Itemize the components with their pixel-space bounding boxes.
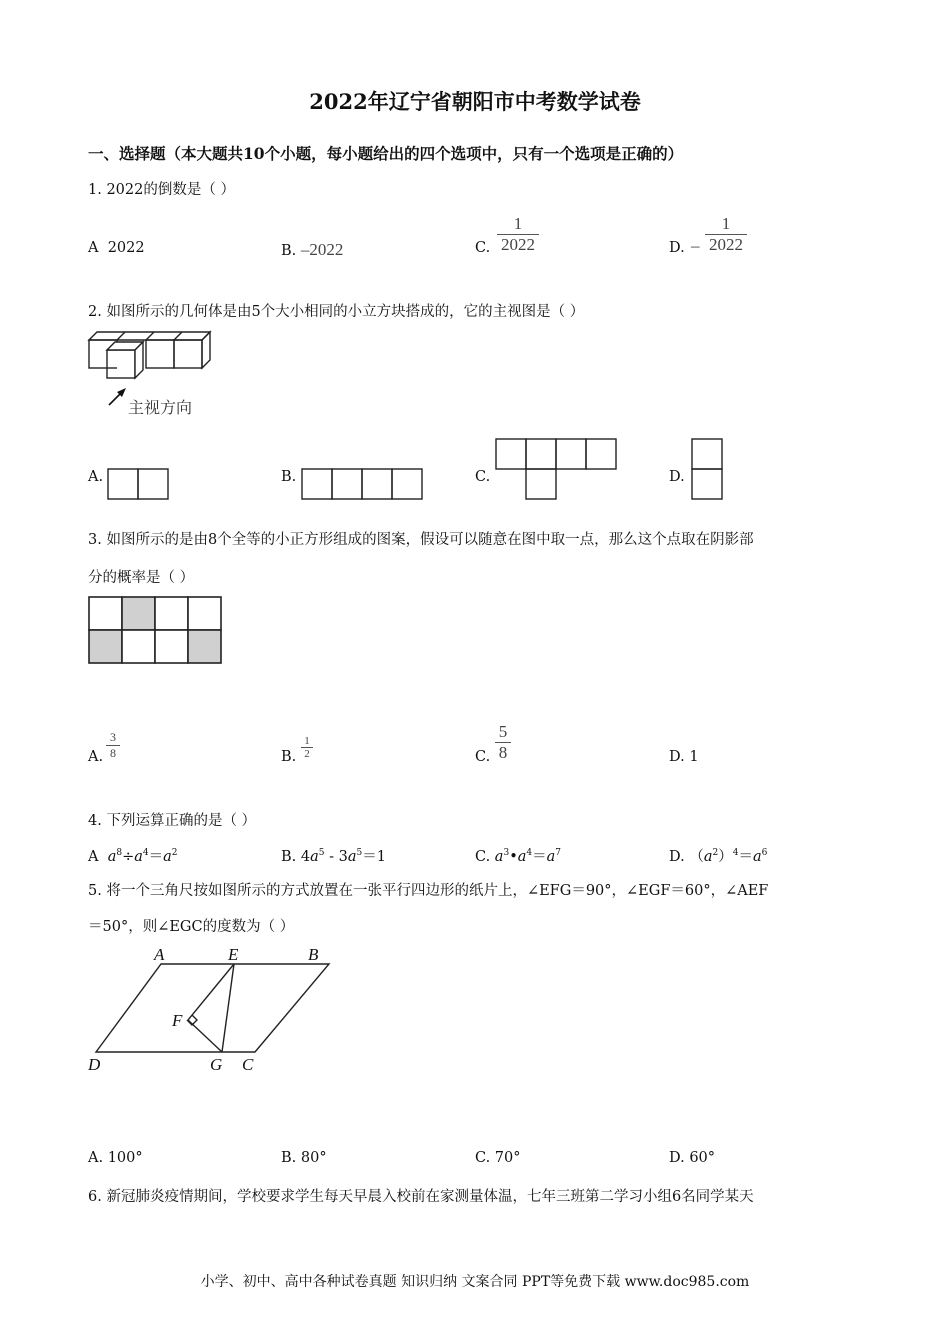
- view-direction-arrow: [109, 388, 126, 405]
- q5-option-d: D. 60°: [669, 1150, 716, 1166]
- q1-d-denominator: 2022: [705, 234, 747, 255]
- q1-c-numerator: 1: [513, 214, 523, 233]
- q1-c-denominator: 2022: [497, 234, 539, 255]
- q5-option-b: B. 80°: [281, 1150, 327, 1166]
- q1-option-d-label: D.: [669, 240, 685, 256]
- q5-parallelogram-figure: [84, 944, 344, 1076]
- q5-option-a: A. 100°: [88, 1150, 143, 1166]
- q1-option-c-fraction: [497, 214, 539, 255]
- q4-option-a-label: A: [88, 849, 99, 865]
- q3-option-b-fraction: [301, 735, 313, 760]
- label-G: G: [210, 1055, 223, 1074]
- q2-option-a-figure: [107, 468, 171, 502]
- q3-c-numerator: 5: [498, 722, 508, 741]
- q1-option-b-value: –2022: [300, 240, 344, 259]
- label-D: D: [88, 1055, 101, 1074]
- label-A: A: [154, 945, 165, 964]
- q1-option-a: [88, 240, 145, 256]
- q3-option-c-fraction: [495, 722, 511, 763]
- question-3-stem-line2: 分的概率是（ ）: [88, 570, 195, 586]
- q1-option-c-label: C.: [475, 240, 491, 256]
- q3-option-b-label: B.: [281, 749, 297, 765]
- question-2-stem: 2. 如图所示的几何体是由5个大小相同的小立方块搭成的，它的主视图是（ ）: [88, 304, 585, 320]
- q1-option-d-fraction: [705, 214, 747, 255]
- q4-option-d-expr: $(a^2)^4=a^6$: [689, 848, 768, 865]
- q1-option-a-label: A: [88, 240, 99, 256]
- q3-option-d: D. 1: [669, 749, 699, 765]
- q4-option-d: [669, 845, 767, 866]
- question-3-stem-line1: 3. 如图所示的是由8个全等的小正方形组成的图案，假设可以随意在图中取一点，那么这个点取在阴影部: [88, 532, 754, 548]
- label-B: B: [308, 945, 319, 964]
- q2-option-a-label: A.: [88, 469, 104, 485]
- q1-option-b: [281, 240, 343, 260]
- question-4-stem: 4. 下列运算正确的是（ ）: [88, 813, 257, 829]
- label-E: E: [228, 945, 239, 964]
- q2-option-b-figure: [301, 468, 425, 502]
- q2-option-b-label: B.: [281, 469, 297, 485]
- q4-option-d-label: D.: [669, 849, 685, 865]
- q4-option-a: [88, 845, 178, 866]
- q4-option-b-label: B.: [281, 849, 297, 865]
- q1-d-numerator: 1: [721, 214, 731, 233]
- q3-option-a-fraction: [106, 730, 120, 761]
- q2-option-c-label: C.: [475, 469, 491, 485]
- q2-option-d-figure: [691, 438, 725, 502]
- q2-option-d-label: D.: [669, 469, 685, 485]
- q1-option-a-value: 2022: [107, 240, 145, 256]
- q5-option-c: C. 70°: [475, 1150, 521, 1166]
- q3-option-c-label: C.: [475, 749, 491, 765]
- question-6-stem: 6. 新冠肺炎疫情期间，学校要求学生每天早晨入校前在家测量体温，七年三班第二学习小组6名同学某天: [88, 1189, 754, 1205]
- q4-option-b-expr: $4a^5 - 3a^5=1$: [300, 848, 386, 865]
- page-title: 2022年辽宁省朝阳市中考数学试卷: [309, 89, 641, 114]
- q3-option-a-label: A.: [88, 749, 104, 765]
- q3-grid-figure: [88, 596, 224, 664]
- q3-a-numerator: 3: [110, 730, 116, 744]
- q3-c-denominator: 8: [495, 742, 511, 763]
- question-5-stem-line2: ＝50°，则∠EGC的度数为（ ）: [88, 919, 295, 935]
- q4-option-c: [475, 845, 561, 866]
- q3-b-denominator: 2: [301, 747, 313, 760]
- q3-b-numerator: 1: [304, 735, 310, 747]
- section-heading: 一、选择题（本大题共10个小题，每小题给出的四个选项中，只有一个选项是正确的）: [88, 144, 684, 163]
- q4-option-c-label: C.: [475, 849, 491, 865]
- q4-option-b: [281, 845, 386, 866]
- q3-a-denominator: 8: [106, 745, 120, 761]
- q1-d-sign: –: [691, 236, 700, 255]
- view-direction-label: 主视方向: [128, 398, 193, 417]
- q4-option-c-expr: $a^3•a^4=a^7$: [494, 848, 562, 865]
- question-1-stem: 1. 2022的倒数是（ ）: [88, 182, 235, 198]
- question-5-stem-line1: 5. 将一个三角尺按如图所示的方式放置在一张平行四边形的纸片上，∠EFG＝90°，∠EGF＝60°，∠AEF: [88, 883, 769, 899]
- q1-option-b-label: B.: [281, 243, 297, 259]
- q4-option-a-expr: $a^8\div a^4=a^2$: [107, 848, 178, 865]
- q2-option-c-figure: [495, 438, 619, 502]
- label-C: C: [242, 1055, 254, 1074]
- page-footer: 小学、初中、高中各种试卷真题 知识归纳 文案合同 PPT等免费下载 www.doc985.com: [200, 1274, 750, 1290]
- label-F: F: [172, 1011, 183, 1030]
